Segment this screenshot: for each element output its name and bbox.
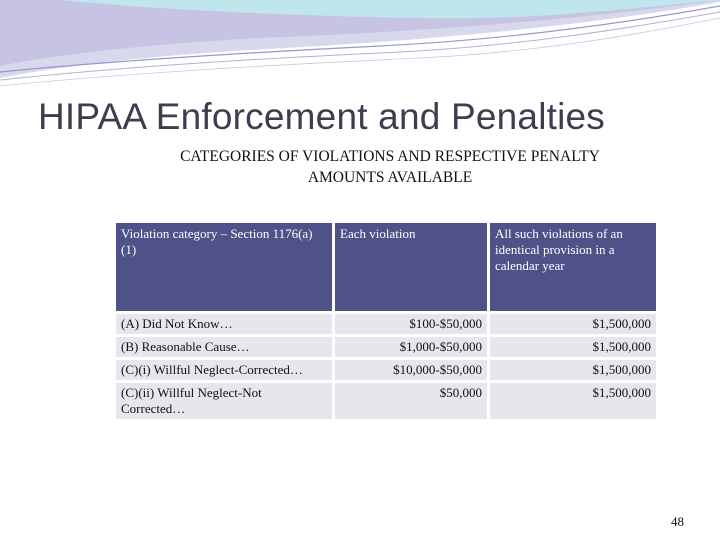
table-row (116, 360, 656, 380)
cell-category: (A) Did Not Know… (116, 314, 332, 334)
table-row (116, 383, 656, 419)
cell-all-violations: $1,500,000 (490, 383, 656, 419)
cell-category: (C)(ii) Willful Neglect-Not Corrected… (116, 383, 332, 419)
table-row (116, 337, 656, 357)
subtitle-line-1: CATEGORIES OF VIOLATIONS AND RESPECTIVE PENALTY (180, 148, 600, 165)
page-number: 48 (671, 514, 684, 529)
decorative-banner (0, 0, 720, 100)
header-each-violation: Each violation (335, 223, 487, 311)
table-header-row (116, 223, 656, 311)
table-row (116, 314, 656, 334)
header-all-violations: All such violations of an identical provision in a calendar year (490, 223, 656, 311)
subtitle-line-2: AMOUNTS AVAILABLE (307, 169, 473, 186)
cell-each-violation: $1,000-$50,000 (335, 337, 487, 357)
header-violation-category: Violation category – Section 1176(a)(1) (116, 223, 332, 311)
cell-all-violations: $1,500,000 (490, 337, 656, 357)
cell-each-violation: $50,000 (335, 383, 487, 419)
cell-all-violations: $1,500,000 (490, 314, 656, 334)
cell-each-violation: $10,000-$50,000 (335, 360, 487, 380)
cell-category: (C)(i) Willful Neglect-Corrected… (116, 360, 332, 380)
table-subtitle (120, 146, 660, 188)
cell-all-violations: $1,500,000 (490, 360, 656, 380)
penalty-table (113, 220, 659, 422)
cell-each-violation: $100-$50,000 (335, 314, 487, 334)
page-title: HIPAA Enforcement and Penalties (38, 96, 605, 137)
cell-category: (B) Reasonable Cause… (116, 337, 332, 357)
